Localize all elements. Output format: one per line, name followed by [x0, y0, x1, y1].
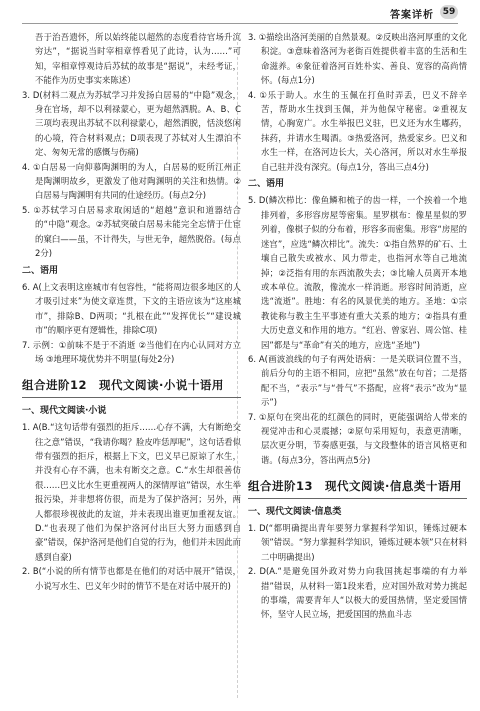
group-heading-12: 组合进阶12 现代文阅读·小说十语用 [22, 378, 241, 397]
right-column [248, 30, 467, 702]
answer-4: 4. ①乐于助人。水生的玉佩在打鱼时弄丢，巴义不辞辛苦，帮助水生找到玉佩，并为他保守秘密。②重视友情，心胸宽广。水生举报巴义驻，巴义还为水生嘟药，抹药，并请水生喝酒。③热爱洛河，热爱家乡。巴义和水生一样，在洛河边长大，关心洛河，所以对水生举报自己驻并没有深究。(每点1分，答出三点4分) [248, 89, 467, 172]
answer-3: 3. D(材料二观点为苏轼学习并发扬白居易的“中隐”观念，身在官场，却不以利禄蒙心，更为超然洒脱。A、B、C三项均表现出苏轼不以利禄蒙心，超然洒脱，恬淡悠闲的心境，符合材料观点；D项表现了苏轼对人生漂泊不定、匆匆无常的感慨与伤痛) [22, 89, 241, 158]
answer-6: 6. A(上文表明这座城市有包容性，“能将周边很多地区的人才吸引过来”为使文章连贯，下文的主语应该为“这座城市”，排除B、D两项；“扎根在此”“发挥优长”“建设城市”的顺序更有逻辑性，排除C项) [22, 281, 241, 336]
answer-6: 6. A(画波浪线的句子有两处语病：一是关联词位置不当，前后分句的主语不相同，应把“虽然”放在句首；二是搭配不当，“表示”与“骨气”不搭配，应将“表示”改为“显示”) [248, 353, 467, 408]
header-rule [22, 23, 458, 24]
answer-5: 5. D(鳞次栉比：像鱼鳞和梳子的齿一样，一个挨着一个地排列着，多形容房屋等密集。星罗棋布：像星星似的罗列着，像棋子似的分布着，形容多而密集。形容“房屋的迷宫”，应选“鳞次栉比”。流失：①指自然界的矿石、土壤自己散失或被水、风力带走，也指河水等自己地流掉；②泛指有用的东西流散失去；③比喻人员离开本地或本单位。流散，像流水一样消逝。形容时间消逝，应选“流逝”。胜地：有名的风景优美的地方。圣地：①宗教徒称与教主生平事迹有重大关系的地方；②指具有重大历史意义和作用的地方。“红岩、曾家岩、周公馆、桂园”都是与“革命”有关的地方，应选“圣地”) [248, 195, 467, 350]
answer-5: 5. ①苏轼学习白居易求取闲适的“超越”意识和道器结合的“中隐”观念。②苏轼突破白居易未能完全忘情于仕宦的窠臼——虽，不计得失，与世无争，超然脱俗。(每点2分) [22, 204, 241, 259]
header-title: 答案详析 [390, 10, 434, 21]
group-heading-13: 组合进阶13 现代文阅读·信息类十语用 [248, 479, 467, 498]
answer-1: 1. A(B.“这句话带有强烈的拒斥……心存不满，大有断绝交往之意”错误，“我请你喝？脸皮咋恁厚呢”，这句话看似带有强烈的拒斥，根据上下文，巴义早已原谅了水生，并没有心存不满，也未有断交之意。C.“水生却很善仿很……巴义比水生更重视两人的深情厚谊”错误，水生举报污染，并非想将仿很，而是为了保护洛河；另外，两人都很珍视彼此的友谊，并未表现出谁更加重视友谊。D.“也表现了他们为保护洛河付出巨大努力面感到自豪”错误，保护洛河是他们自觉的行为，他们并未因此而感到自豪) [22, 422, 241, 562]
section-heading-language-use: 二、语用 [248, 179, 285, 190]
answer-continuation: 吾于治吾遗怀，所以始终能以超然的态度看待官场升沉穷达”，“据说当时宰相章惇看见了此诗，认为……”可知，宰相章惇观诗后苏轼的故事是“据说”，未经考证，不能作为历史事实来陈述） [35, 32, 241, 86]
left-column [22, 30, 241, 702]
answer-2: 2. B(“小说的所有情节也都是在他们的对话中展开”错误，小说写水生、巴义年少时的情节不是在对话中展开的) [22, 566, 241, 591]
answer-1: 1. D(“都明确提出青年要努力掌握科学知识，锤炼过硬本领”错误。“努力掌握科学知识，锤炼过硬本领”只在材料二中明确提出) [248, 523, 467, 562]
page-header [0, 0, 480, 26]
section-heading-info-text: 一、现代文阅读·信息类 [248, 506, 342, 517]
section-heading-language-use: 二、语用 [22, 265, 59, 276]
page-number: 59 [440, 5, 458, 19]
answer-4: 4. ①白居易一向仰慕陶渊明的为人，白居易的贬所江州正是陶渊明故乡，更激发了他对陶渊明的关注和热情。②白居易与陶渊明有共同的仕途经历。(每点2分) [22, 161, 241, 201]
answer-7: 7. ①原句在突出花的红颜色的同时，更能强调给人带来的视觉冲击和心灵震撼；②原句采用短句，表意更清晰，层次更分明，节奏感更强，与文段整体的语言风格更和谐。(每点3分，答出两点5分) [248, 411, 467, 465]
section-heading-novel: 一、现代文阅读·小说 [22, 405, 107, 416]
answer-2: 2. D(A.“是避免国外政对势力向我国挑起事端的有力举措”错误，从材料一第1段来看，应对国外敌对势力挑起的事端，需要青年人“以极大的爱国热情，坚定爱国情怀，坚守人民立场，把爱国国的热血斗志 [248, 566, 467, 620]
answer-3: 3. ①描绘出洛河美丽的自然景观。②反映出洛河厚重的文化积淀。③意味着洛河为老街百姓提供着丰富的生活和生命滋养。④象征着洛河百姓朴实、善良、宽容的高尚情怀。(每点1分) [248, 32, 467, 86]
answer-7: 7. 示例：①前味不是于不消逝 ②当他们在内心认同对方立场 ③地理环境优势并不明显(每处2分) [22, 339, 241, 364]
